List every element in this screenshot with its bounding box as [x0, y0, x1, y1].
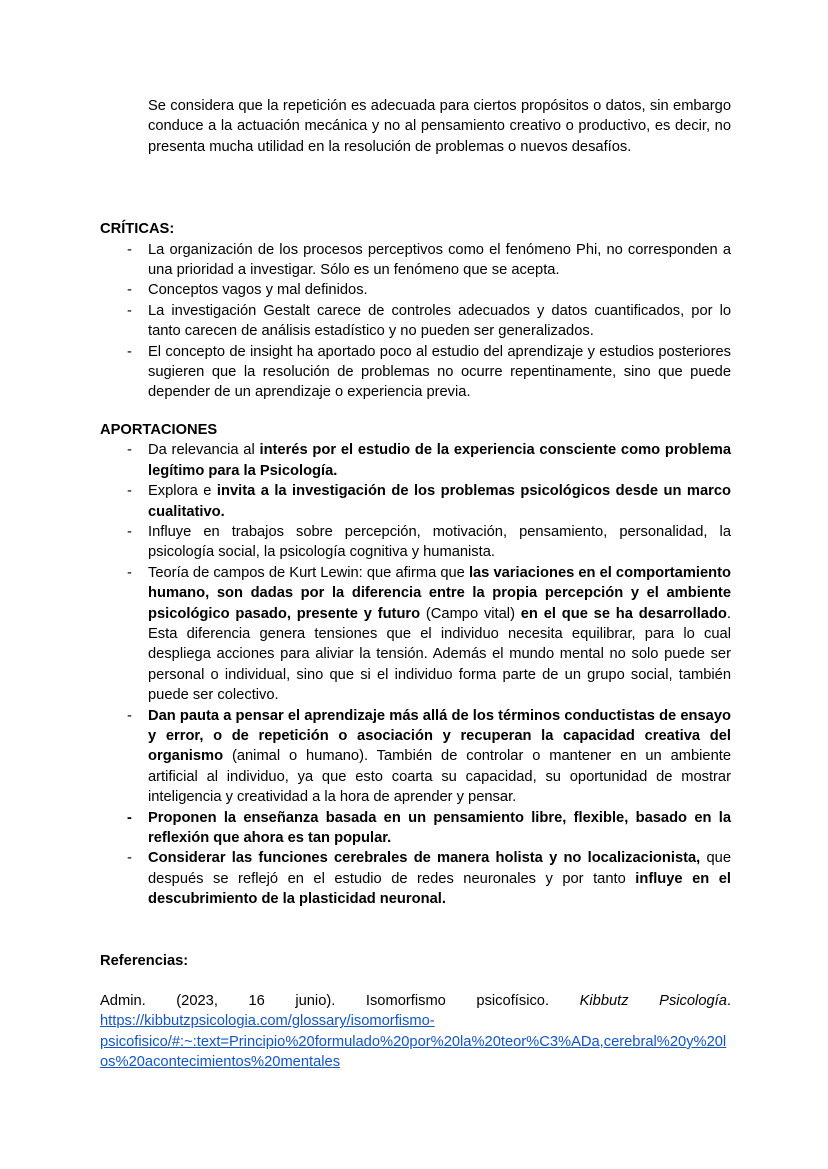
bullet-text	[148, 706, 731, 808]
bullet-dash: -	[127, 282, 132, 299]
text-run: Explora e	[148, 483, 217, 500]
text-run: las variaciones en el comportamiento humano, son dadas por la diferencia entre la propia percepción y el ambiente psicológico pasado, presente y futuro	[148, 564, 731, 622]
bullet-text	[148, 563, 731, 706]
bullet-item	[100, 808, 731, 849]
bullet-item	[100, 706, 731, 808]
text-run: Teoría de campos de Kurt Lewin: que afirma que	[148, 564, 469, 581]
text-run: Proponen la enseñanza basada en un pensamiento libre, flexible, basado en la reflexión que ahora es tan popular.	[148, 809, 731, 846]
text-run: (animal o humano). También de controlar o mantener en un ambiente artificial al individuo, ya que esto coarta su capacidad, su oportunidad de mostrar inteligencia y creatividad a la hora de aprender y pensar.	[148, 748, 731, 806]
text-run: . Esta diferencia genera tensiones que el individuo necesita equilibrar, para lo cual despliega acciones para aliviar la tensión. Además el mundo mental no solo puede ser personal o individual, sino que si el individuo forma parte de un grupo social, también puede ser colectivo.	[148, 605, 731, 704]
section-heading-aportaciones: APORTACIONES	[100, 421, 218, 438]
section-heading-criticas: CRÍTICAS:	[100, 221, 175, 238]
bullet-text	[148, 848, 731, 909]
bullet-item	[100, 301, 731, 342]
text-run: La investigación Gestalt carece de controles adecuados y datos cuantificados, por lo tanto carecen de análisis estadístico y no pueden ser generalizados.	[148, 302, 731, 340]
bullet-item	[100, 563, 731, 706]
text-run: que después se reflejó en el estudio de redes neuronales y por tanto	[148, 850, 731, 887]
text-run: influye en el descubrimiento de la plasticidad neuronal.	[148, 870, 732, 908]
bullet-item	[100, 280, 731, 300]
bullet-dash: -	[127, 523, 132, 540]
text-run: .	[726, 993, 732, 1010]
bullet-text	[148, 240, 731, 281]
bullet-dash: -	[127, 564, 132, 581]
bullet-dash: -	[127, 241, 132, 258]
bullet-dash: -	[127, 809, 132, 826]
bullet-item	[100, 240, 731, 281]
text-run: invita a la investigación de los problemas psicológicos desde un marco cualitativo.	[148, 483, 731, 520]
section-aportaciones	[100, 420, 731, 910]
reference-entry	[100, 991, 731, 1073]
text-run: Kibbutz Psicología	[579, 993, 727, 1010]
reference-link[interactable]: https://kibbutzpsicologia.com/glossary/isomorfismo-psicofisico/#:~:text=Principio%20formulado%20por%20la%20teor%C3%ADa,cerebral%20y%20los%20acontecimientos%20mentales	[100, 1013, 727, 1071]
text-run: en el que se ha desarrollado	[520, 605, 727, 622]
text-run: Considerar las funciones cerebrales de manera holista y no localizacionista,	[148, 850, 701, 867]
bullet-text	[148, 301, 731, 342]
text-run: Se considera que la repetición es adecuada para ciertos propósitos o datos, sin embargo conduce a la actuación mecánica y no al pensamiento creativo o productivo, es decir, no presenta mucha utilidad en la resolución de problemas o nuevos desafíos.	[148, 98, 731, 155]
bullet-item	[100, 848, 731, 909]
section-criticas	[100, 219, 731, 403]
bullet-text	[148, 280, 731, 300]
bullet-dash: -	[127, 483, 132, 500]
bullet-item	[100, 440, 731, 481]
text-run: El concepto de insight ha aportado poco al estudio del aprendizaje y estudios posteriores sugieren que la resolución de problemas no ocurre repentinamente, sino que puede depender de un aprendizaje o experiencia previa.	[148, 343, 731, 401]
bullet-text	[148, 522, 731, 563]
bullet-item	[100, 342, 731, 403]
text-run: La organización de los procesos perceptivos como el fenómeno Phi, no corresponden a una prioridad a investigar. Sólo es un fenómeno que se acepta.	[148, 241, 731, 279]
bullet-dash: -	[127, 302, 132, 319]
bullet-text	[148, 342, 731, 403]
bullet-list-criticas	[100, 240, 731, 403]
references-section	[100, 951, 731, 1073]
bullet-text	[148, 481, 731, 522]
bullet-dash: -	[127, 707, 132, 724]
bullet-text	[148, 440, 731, 481]
text-run: Dan pauta a pensar el aprendizaje más allá de los términos conductistas de ensayo y error, o de repetición o asociación y recuperan la capacidad creativa del organismo	[148, 707, 731, 765]
bullet-dash: -	[127, 442, 132, 459]
text-run: interés por el estudio de la experiencia consciente como problema legítimo para la Psicología.	[148, 442, 731, 479]
bullet-text	[148, 808, 731, 849]
bullet-dash: -	[127, 343, 132, 360]
text-run: Admin. (2023, 16 junio). Isomorfismo psicofísico.	[100, 993, 580, 1010]
bullet-item	[100, 481, 731, 522]
references-heading: Referencias:	[100, 952, 189, 969]
intro-paragraph	[148, 96, 731, 157]
bullet-item	[100, 522, 731, 563]
bullet-dash: -	[127, 850, 132, 867]
text-run: Da relevancia al	[148, 442, 260, 459]
bullet-list-aportaciones	[100, 440, 731, 909]
text-run: (Campo vital)	[420, 605, 521, 622]
text-run: Conceptos vagos y mal definidos.	[148, 282, 368, 299]
text-run: Influye en trabajos sobre percepción, motivación, pensamiento, personalidad, la psicología social, la psicología cognitiva y humanista.	[148, 523, 731, 561]
